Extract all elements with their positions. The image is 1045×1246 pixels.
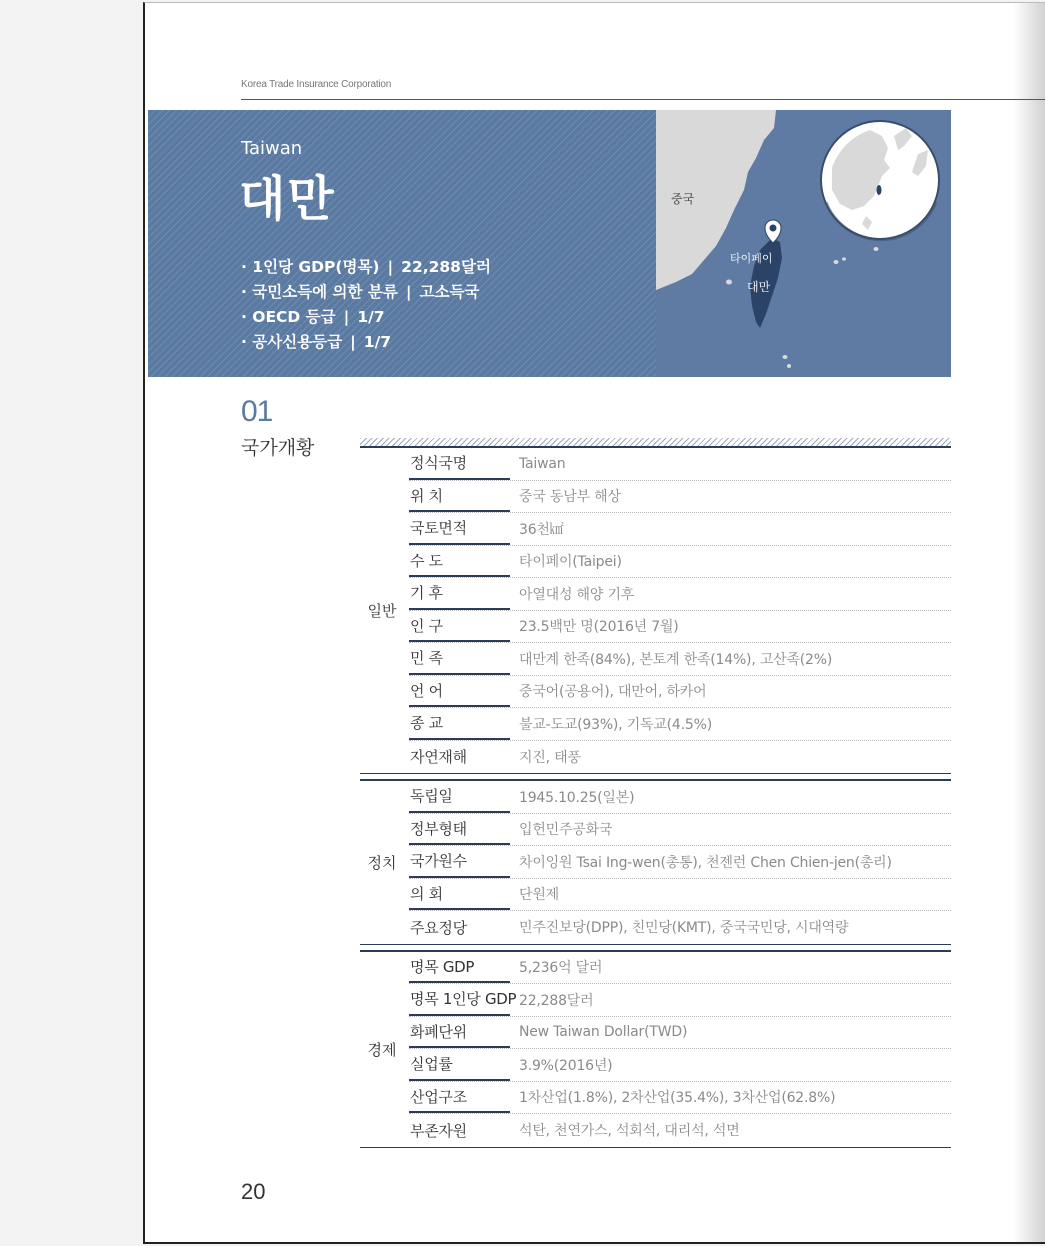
table-row xyxy=(409,578,951,611)
table-row xyxy=(409,708,951,741)
section-number: 01 xyxy=(241,395,273,428)
row-value: 지진, 태풍 xyxy=(519,749,581,766)
table-header-bar xyxy=(360,438,951,448)
row-key: 자연재해 xyxy=(410,748,467,767)
table-row xyxy=(409,1114,951,1147)
island-shape xyxy=(726,280,732,285)
row-value: 입헌민주공화국 xyxy=(519,822,613,839)
fact-value: 1/7 xyxy=(357,308,385,326)
group-label: 정치 xyxy=(367,853,397,872)
country-banner xyxy=(148,110,951,377)
row-key: 국토면적 xyxy=(409,513,510,545)
fact-label: · 1인당 GDP(명목) xyxy=(241,258,380,276)
table-row xyxy=(409,1017,951,1050)
row-key: 명목 GDP xyxy=(409,952,510,984)
row-key: 의 회 xyxy=(409,879,510,911)
document-page xyxy=(143,2,1045,1244)
banner-info-panel xyxy=(148,110,656,377)
taiwan-map xyxy=(656,110,951,377)
group-label: 경제 xyxy=(367,1040,397,1059)
row-value: 중국어(공용어), 대만어, 하카어 xyxy=(519,684,707,701)
fact-item xyxy=(241,305,491,330)
row-value: 민주진보당(DPP), 친민당(KMT), 중국국민당, 시대역량 xyxy=(519,920,849,937)
row-value: 36천㎢ xyxy=(519,521,564,538)
page-number: 20 xyxy=(241,1179,266,1204)
fact-value: 1/7 xyxy=(363,333,392,351)
row-value: 대만계 한족(84%), 본토계 한족(14%), 고산족(2%) xyxy=(519,651,833,668)
globe-taiwan-highlight xyxy=(877,185,882,195)
table-row xyxy=(409,814,951,847)
row-value: 차이잉원 Tsai Ing-wen(총통), 천젠런 Chen Chien-jen(총리) xyxy=(519,854,892,871)
fact-item xyxy=(241,330,491,355)
fact-value: 고소득국 xyxy=(419,283,480,301)
row-key: 위 치 xyxy=(409,481,510,513)
row-value: New Taiwan Dollar(TWD) xyxy=(519,1024,688,1041)
fact-value: 22,288달러 xyxy=(401,258,491,276)
table-row xyxy=(409,741,951,774)
fact-label: · 공사신용등급 xyxy=(241,333,343,351)
row-key: 독립일 xyxy=(409,781,510,813)
row-value: 중국 동남부 해상 xyxy=(519,489,621,506)
island-shape xyxy=(783,355,788,359)
table-row xyxy=(409,984,951,1017)
row-key: 국가원수 xyxy=(409,846,510,878)
header-rule xyxy=(241,99,1045,100)
row-key: 민 족 xyxy=(409,643,510,675)
map-label-taiwan: 대만 xyxy=(747,280,771,294)
map-label-capital: 타이페이 xyxy=(730,252,773,265)
fact-separator: | xyxy=(387,258,394,276)
fact-separator: | xyxy=(350,333,356,351)
row-value: 3.9%(2016년) xyxy=(519,1057,613,1074)
country-overview-table xyxy=(360,438,951,1148)
capital-marker-icon xyxy=(765,220,781,243)
table-row xyxy=(409,481,951,514)
row-key: 종 교 xyxy=(409,708,510,740)
table-group-economy xyxy=(360,950,951,1148)
row-key: 부존자원 xyxy=(410,1121,467,1140)
fact-item xyxy=(241,255,491,280)
table-row xyxy=(409,546,951,579)
row-value: 아열대성 해양 기후 xyxy=(519,586,635,603)
table-row xyxy=(409,611,951,644)
running-head: Korea Trade Insurance Corporation xyxy=(241,79,392,90)
row-key: 수 도 xyxy=(409,546,510,578)
table-row xyxy=(409,643,951,676)
fact-item xyxy=(241,280,491,305)
island-shape xyxy=(834,260,839,264)
row-value: 단원제 xyxy=(519,887,559,904)
row-key: 인 구 xyxy=(409,611,510,643)
row-value: Taiwan xyxy=(519,455,566,472)
row-value: 23.5백만 명(2016년 7월) xyxy=(519,619,679,636)
row-value: 5,236억 달러 xyxy=(519,960,603,977)
table-row xyxy=(409,676,951,709)
row-key: 정부형태 xyxy=(409,814,510,846)
row-key: 기 후 xyxy=(409,578,510,610)
row-key: 산업구조 xyxy=(409,1082,510,1114)
page-edge-shadow xyxy=(1013,3,1045,1242)
country-name-en: Taiwan xyxy=(241,138,303,159)
group-label: 일반 xyxy=(367,602,397,620)
fact-label: · OECD 등급 xyxy=(241,308,336,326)
row-value: 1945.10.25(일본) xyxy=(519,789,635,806)
fact-separator: | xyxy=(405,283,412,301)
table-row xyxy=(409,952,951,985)
fact-label: · 국민소득에 의한 분류 xyxy=(241,283,398,301)
table-row xyxy=(409,911,951,944)
row-value: 22,288달러 xyxy=(519,992,594,1009)
row-key: 화폐단위 xyxy=(409,1017,510,1049)
map-graphic xyxy=(656,110,951,377)
table-row xyxy=(409,781,951,814)
row-key: 정식국명 xyxy=(409,448,510,480)
fact-separator: | xyxy=(343,308,350,326)
country-name-ko: 대만 xyxy=(239,171,336,227)
table-row xyxy=(409,879,951,912)
row-value: 1차산업(1.8%), 2차산업(35.4%), 3차산업(62.8%) xyxy=(519,1090,836,1107)
country-key-facts xyxy=(241,255,491,355)
table-row xyxy=(409,846,951,879)
island-shape xyxy=(874,247,879,251)
table-row xyxy=(409,448,951,481)
map-label-china: 중국 xyxy=(671,192,695,206)
table-group-politics xyxy=(360,779,951,945)
table-row xyxy=(409,1049,951,1082)
island-shape xyxy=(787,364,791,368)
table-group-general xyxy=(360,448,951,774)
row-key: 언 어 xyxy=(409,676,510,708)
row-key: 주요정당 xyxy=(410,918,467,937)
row-value: 불교-도교(93%), 기독교(4.5%) xyxy=(519,716,712,733)
table-row xyxy=(409,513,951,546)
row-key: 명목 1인당 GDP xyxy=(409,984,510,1016)
row-value: 타이페이(Taipei) xyxy=(519,554,622,571)
row-value: 석탄, 천연가스, 석회석, 대리석, 석면 xyxy=(519,1123,740,1140)
row-key: 실업률 xyxy=(409,1049,510,1081)
table-row xyxy=(409,1082,951,1115)
section-title: 국가개황 xyxy=(241,437,315,459)
island-shape xyxy=(842,257,846,260)
